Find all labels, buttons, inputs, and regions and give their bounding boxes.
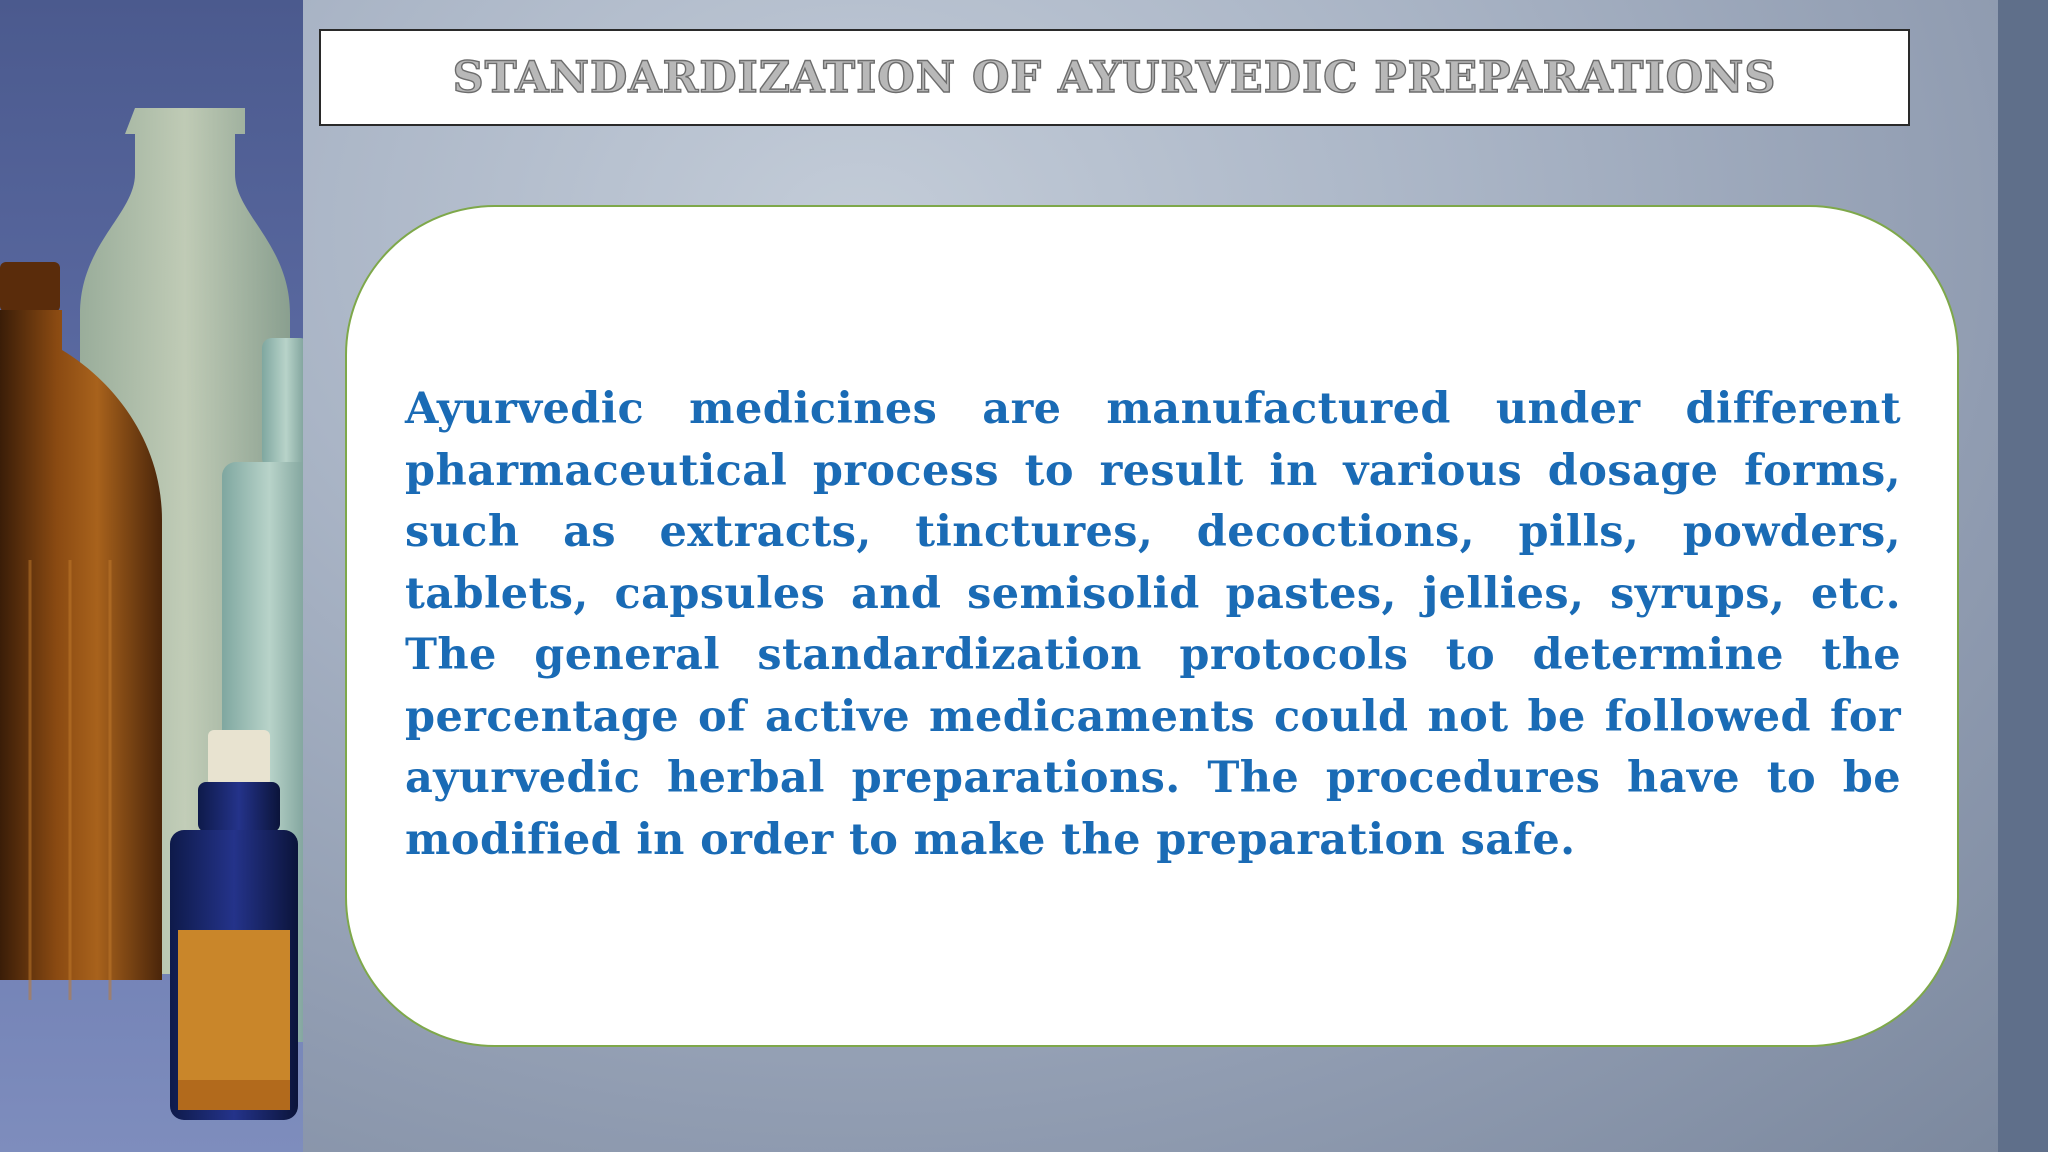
- bottles-illustration: [0, 0, 303, 1152]
- body-paragraph: Ayurvedic medicines are manufactured under different pharmaceutical process to result in various dosage forms, such as extracts, tinctures, decoctions, pills, powders, tablets, capsules and semisolid pastes, jellies, syrups, etc. The general standardization protocols to determine the percentage of active medicaments could not be followed for ayurvedic herbal preparations. The procedures have to be modified in order to make the preparation safe.: [405, 384, 1901, 865]
- right-decorative-strip: [1998, 0, 2048, 1152]
- title-box: [319, 29, 1910, 126]
- medicine-bottles-image: [0, 0, 303, 1152]
- slide-title: STANDARDIZATION OF AYURVEDIC PREPARATIONS: [452, 52, 1777, 103]
- content-box: [345, 205, 1959, 1047]
